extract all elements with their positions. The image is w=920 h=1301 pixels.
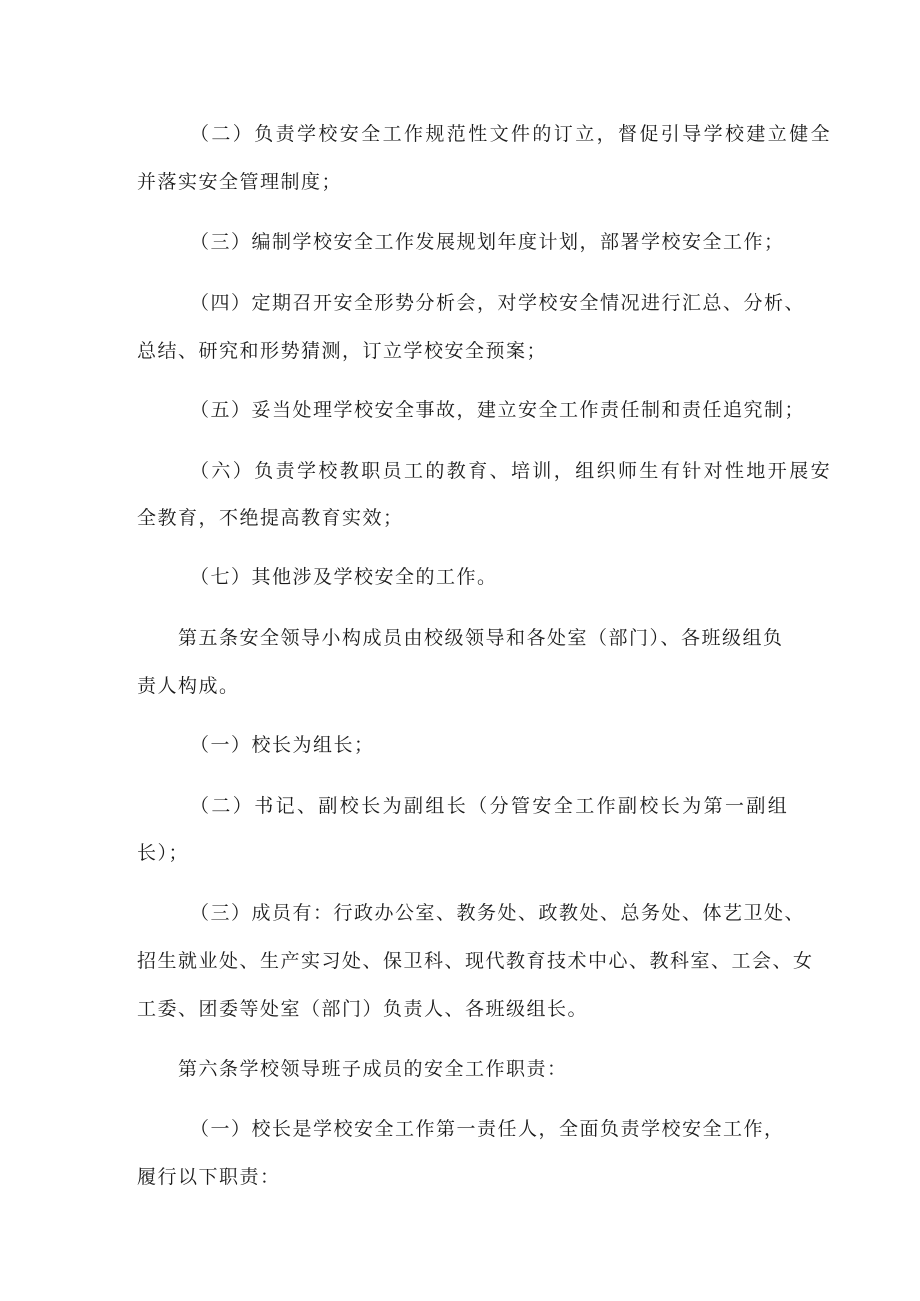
paragraph-line: （七）其他涉及学校安全的工作。	[190, 566, 498, 588]
paragraph-line: （三）编制学校安全工作发展规划年度计划，部署学校安全工作；	[190, 231, 785, 253]
paragraph-line: （五）妥当处理学校安全事故，建立安全工作责任制和责任追究制；	[190, 399, 806, 421]
paragraph-line: 总结、研究和形势猜测，订立学校安全预案；	[137, 340, 548, 362]
paragraph-line: （二）书记、副校长为副组长（分管安全工作副校长为第一副组	[190, 795, 790, 817]
paragraph-line: 责人构成。	[137, 675, 240, 697]
paragraph-line: 第五条安全领导小构成员由校级领导和各处室（部门）、各班级组负	[178, 627, 784, 649]
paragraph-line: （一）校长是学校安全工作第一责任人，全面负责学校安全工作，	[190, 1118, 785, 1140]
paragraph-line: （二）负责学校安全工作规范性文件的订立，督促引导学校建立健全	[190, 123, 833, 145]
paragraph-line: 全教育，不绝提高教育实效；	[137, 507, 404, 529]
paragraph-line: （六）负责学校教职员工的教育、培训，组织师生有针对性地开展安	[190, 460, 833, 482]
paragraph-line: （三）成员有：行政办公室、教务处、政教处、总务处、体艺卫处、	[190, 902, 806, 924]
paragraph-line: （一）校长为组长；	[190, 734, 375, 756]
paragraph-line: 长）；	[137, 842, 190, 864]
paragraph-line: 并落实安全管理制度；	[137, 171, 343, 193]
paragraph-line: 第六条学校领导班子成员的安全工作职责：	[178, 1058, 568, 1080]
paragraph-line: 工委、团委等处室（部门）负责人、各班级组长。	[137, 998, 589, 1020]
paragraph-line: （四）定期召开安全形势分析会，对学校安全情况进行汇总、分析、	[190, 292, 806, 314]
paragraph-line: 招生就业处、生产实习处、保卫科、现代教育技术中心、教科室、工会、女	[137, 950, 814, 972]
paragraph-line: 履行以下职责：	[137, 1166, 281, 1188]
